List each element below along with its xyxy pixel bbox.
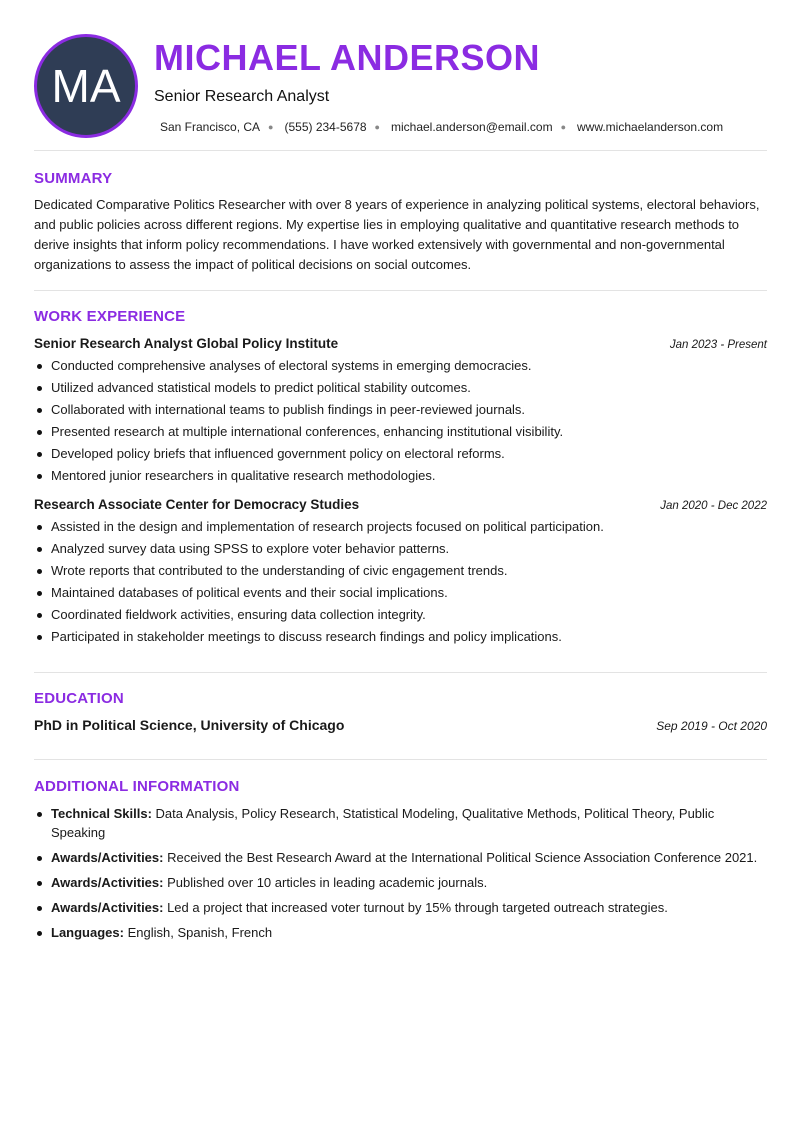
contact-email[interactable]: michael.anderson@email.com — [390, 120, 553, 134]
candidate-name: MICHAEL ANDERSON — [154, 37, 541, 78]
candidate-title: Senior Research Analyst — [154, 88, 330, 105]
list-item: Utilized advanced statistical models to predict political stability outcomes. — [34, 377, 767, 399]
additional-heading: ADDITIONAL INFORMATION — [34, 778, 240, 795]
avatar — [34, 34, 138, 138]
item-label: Awards/Activities: — [51, 875, 164, 890]
list-item: Developed policy briefs that influenced government policy on electoral reforms. — [34, 443, 767, 465]
additional-section — [34, 760, 767, 942]
list-item — [34, 848, 767, 867]
summary-text: Dedicated Comparative Politics Researcher with over 8 years of experience in analyzing political systems, electoral behaviors, and public policies across different regions. My expertise lies in employing qualitative and quantitative research methods to derive insights that inform policy recommendations. I have worked extensively with governmental and non-governmental organizations to assess the impact of political decisions on social outcomes. — [34, 197, 760, 272]
job-bullets — [34, 516, 767, 648]
item-label: Awards/Activities: — [51, 900, 164, 915]
contact-phone: (555) 234-5678 — [284, 120, 367, 134]
contact-location: San Francisco, CA — [160, 120, 261, 134]
separator-dot-icon: ● — [374, 122, 380, 132]
list-item: Collaborated with international teams to publish findings in peer-reviewed journals. — [34, 399, 767, 421]
contact-website[interactable]: www.michaelanderson.com — [577, 120, 724, 134]
item-text: Data Analysis, Policy Research, Statistical Modeling, Qualitative Methods, Political Theory, Public Speaking — [51, 806, 715, 840]
item-text: Published over 10 articles in leading academic journals. — [163, 875, 488, 890]
list-item — [34, 804, 767, 842]
additional-list — [34, 804, 767, 942]
job-entry — [34, 497, 767, 648]
experience-section — [34, 291, 767, 648]
list-item: Conducted comprehensive analyses of electoral systems in emerging democracies. — [34, 355, 767, 377]
list-item — [34, 873, 767, 892]
education-heading: EDUCATION — [34, 690, 124, 707]
item-text: Led a project that increased voter turnout by 15% through targeted outreach strategies. — [163, 900, 668, 915]
job-role: Senior Research Analyst Global Policy Institute — [34, 336, 339, 351]
education-date: Sep 2019 - Oct 2020 — [656, 719, 767, 733]
job-date: Jan 2023 - Present — [669, 339, 767, 351]
list-item — [34, 923, 767, 942]
list-item: Analyzed survey data using SPSS to explore voter behavior patterns. — [34, 538, 767, 560]
item-text: English, Spanish, French — [123, 925, 273, 940]
list-item: Assisted in the design and implementation of research projects focused on political participation. — [34, 516, 767, 538]
list-item: Participated in stakeholder meetings to discuss research findings and policy implications. — [34, 626, 767, 648]
avatar-initials: MA — [51, 60, 121, 112]
list-item: Maintained databases of political events and their social implications. — [34, 582, 767, 604]
item-label: Awards/Activities: — [51, 850, 164, 865]
list-item: Coordinated fieldwork activities, ensuring data collection integrity. — [34, 604, 767, 626]
degree: PhD in Political Science, University of Chicago — [34, 717, 345, 733]
resume-header — [0, 0, 800, 150]
separator-dot-icon: ● — [560, 122, 567, 132]
education-section — [34, 673, 767, 733]
list-item — [34, 898, 767, 917]
list-item: Wrote reports that contributed to the understanding of civic engagement trends. — [34, 560, 767, 582]
item-label: Languages: — [51, 925, 124, 940]
item-text: Received the Best Research Award at the International Political Science Association Conference 2021. — [163, 850, 758, 865]
job-bullets — [34, 355, 767, 487]
summary-section — [34, 151, 767, 275]
list-item: Presented research at multiple international conferences, enhancing institutional visibility. — [34, 421, 767, 443]
separator-dot-icon: ● — [268, 122, 274, 132]
job-date: Jan 2020 - Dec 2022 — [660, 500, 767, 512]
list-item: Mentored junior researchers in qualitative research methodologies. — [34, 465, 767, 487]
contact-line — [160, 120, 723, 134]
experience-heading: WORK EXPERIENCE — [34, 308, 186, 325]
job-entry — [34, 336, 767, 487]
job-role: Research Associate Center for Democracy Studies — [34, 497, 360, 512]
item-label: Technical Skills: — [51, 806, 152, 821]
summary-heading: SUMMARY — [34, 170, 113, 187]
